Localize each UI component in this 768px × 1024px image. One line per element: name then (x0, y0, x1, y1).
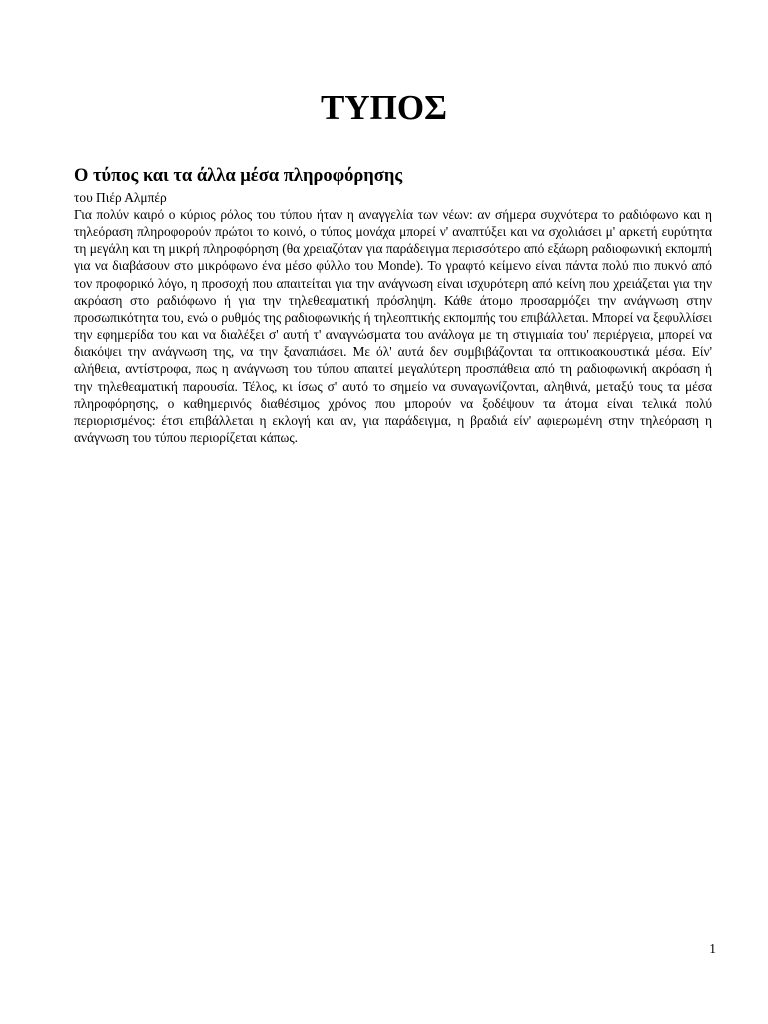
document-title: ΤΥΠΟΣ (321, 88, 447, 127)
author-line: του Πιέρ Αλμπέρ (74, 190, 167, 205)
page-number: 1 (709, 941, 716, 956)
section-heading: Ο τύπος και τα άλλα μέσα πληροφόρησης (74, 166, 403, 186)
body-paragraph: Για πολύν καιρό ο κύριος ρόλος του τύπου ήταν η αναγγελία των νέων: αν σήμερα συχνότερα το ραδιόφωνο και η τηλεόραση πληροφορούν πρώτοι το κοινό, ο τύπος μονάχα μπορεί ν' αναπτύξει και να σχολιάσει μ' αρκετή ευρύτητα τη μεγάλη και τη μικρή πληροφόρηση (θα χρειαζόταν για παράδειγμα περισσότερο από εξάωρη ραδιοφωνική εκπομπή για να διαβάσουν στο μικρόφωνο ένα μέσο φύλλο του Monde). Το γραφτό κείμενο είναι πάντα πολύ πιο πυκνό από τον προφορικό λόγο, η προσοχή που απαιτείται για την ανάγνωση είναι ισχυρότερη από κείνη που χρειάζεται για την ακρόαση στο ραδιόφωνο ή για την τηλεθεαματική πρόσληψη. Κάθε άτομο προσαρμόζει την ανάγνωση στην προσωπικότητα του, ενώ ο ρυθμός της ραδιοφωνικής ή τηλεοπτικής εκπομπής του επιβάλλεται. Μπορεί να ξεφυλλίσει την εφημερίδα του και να διαλέξει σ' αυτή τ' αναγνώσματα του ανάλογα με τη στιγμιαία του' περιέργεια, μπορεί να διακόψει την ανάγνωση της, να την ξαναπιάσει. Με όλ' αυτά δεν συμβιβάζονται τα οπτικοακουστικά μέσα. Είν' αλήθεια, αντίστροφα, πως η ανάγνωση του τύπου απαιτεί μεγαλύτερη προσπάθεια από τη ραδιοφωνική ακρόαση ή την τηλεθεαματική παρουσία. Τέλος, κι ίσως σ' αυτό το σημείο να συναγωνίζονται, αληθινά, μεταξύ τους τα μέσα πληροφόρησης, ο καθημερινός διαθέσιμος χρόνος που μπορούν να ξοδέψουν τα άτομα είναι τελικά πολύ περιορισμένος: έτσι επιβάλλεται η εκλογή και αν, για παράδειγμα, η βραδιά είν' αφιερωμένη στην τηλεόραση η ανάγνωση του τύπου περιορίζεται κάπως. (74, 207, 712, 446)
